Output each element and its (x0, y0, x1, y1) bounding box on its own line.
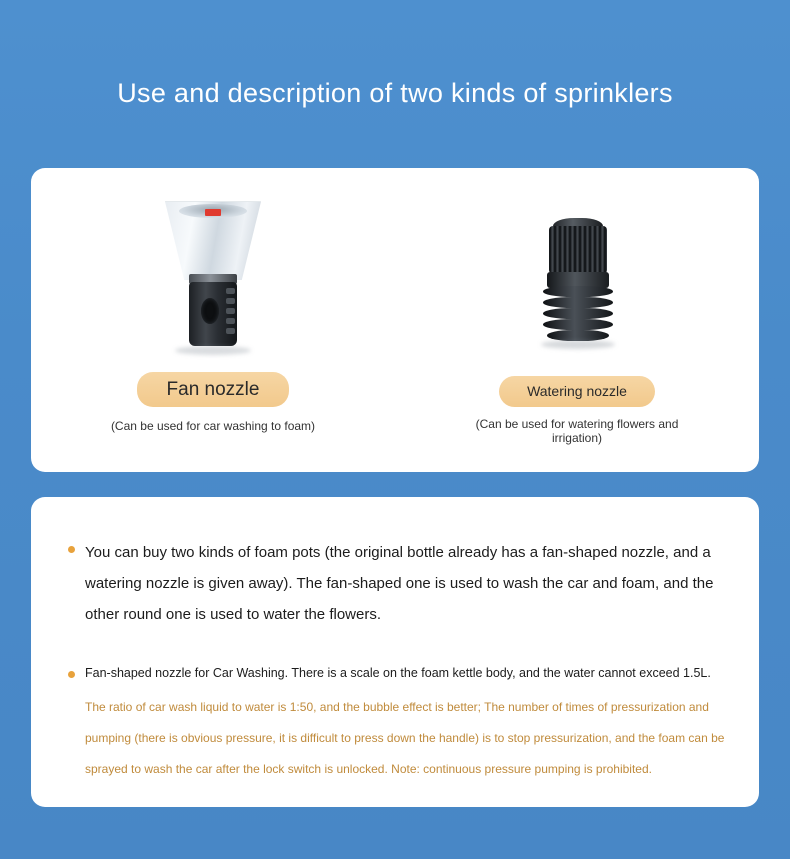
watering-knurled-collar (549, 226, 607, 274)
fan-shadow (175, 346, 251, 355)
fan-body (189, 282, 237, 346)
nozzles-card (31, 168, 759, 472)
fan-nozzle-label: Fan nozzle (137, 372, 289, 407)
watering-nozzle-caption: (Can be used for watering flowers and irrigation) (475, 417, 679, 445)
fan-nozzle-caption: (Can be used for car washing to foam) (110, 419, 316, 433)
fan-red-marker (205, 209, 221, 216)
nozzle-item-fan (31, 168, 395, 472)
note-2-detail-text: The ratio of car wash liquid to water is 1:50, and the bubble effect is better; The number of times of pressurization and pumping (there is obvious pressure, it is difficult to press down the handle) is to stop pressurization, and the foam can be sprayed to wash the car after the lock switch is unlocked. Note: continuous pressure pumping is prohibited. (85, 700, 725, 776)
page-title: Use and description of two kinds of sprinklers (117, 78, 673, 108)
nozzle-item-watering (395, 168, 759, 472)
note-item-2 (65, 662, 725, 785)
watering-shadow (541, 340, 615, 349)
fan-body-slot (201, 298, 219, 324)
bullet-dot-icon (68, 546, 75, 553)
note-item-1 (65, 537, 725, 630)
notes-card (31, 497, 759, 807)
watering-nozzle-image (517, 200, 637, 360)
watering-nozzle-label: Watering nozzle (499, 376, 655, 407)
note-2-text: Fan-shaped nozzle for Car Washing. There is a scale on the foam kettle body, and the water cannot exceed 1.5L. (85, 666, 711, 680)
fan-nozzle-image (153, 200, 273, 360)
note-1-text: You can buy two kinds of foam pots (the original bottle already has a fan-shaped nozzle, and a watering nozzle is given away). The fan-shaped one is used to wash the car and foam, and the other round one is used to water the flowers. (85, 544, 714, 623)
bullet-dot-icon (68, 671, 75, 678)
